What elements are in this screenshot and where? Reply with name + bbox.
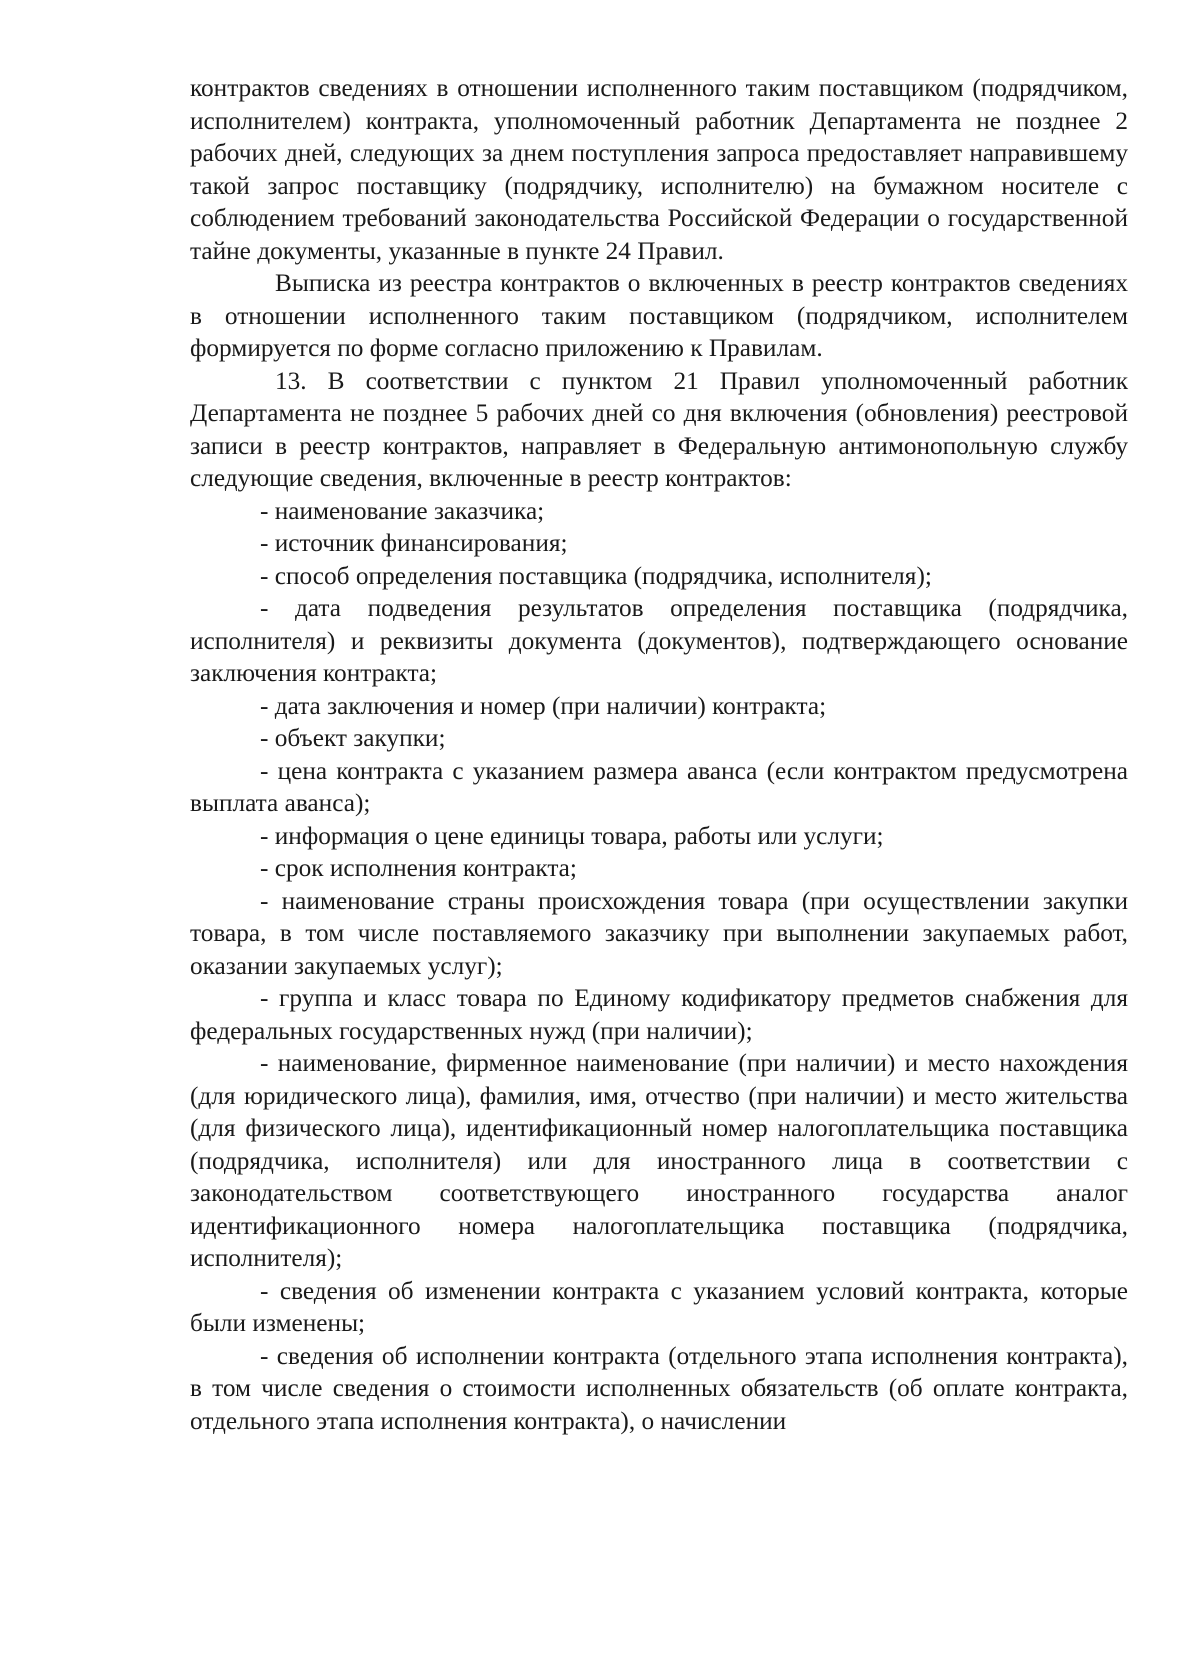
list-item: - дата подведения результатов определения поставщика (подрядчика, исполнителя) и реквизиты документа (документов), подтверждающего основание заключения контракта; <box>190 594 1128 687</box>
list-item: - группа и класс товара по Единому кодификатору предметов снабжения для федеральных государственных нужд (при наличии); <box>190 984 1128 1045</box>
list-item: - наименование страны происхождения товара (при осуществлении закупки товара, в том числе поставляемого заказчику при выполнении закупаемых работ, оказании закупаемых услуг); <box>190 886 1128 980</box>
paragraph-continuation: контрактов сведениях в отношении исполненного таким поставщиком (подрядчиком, исполнителем) контракта, уполномоченный работник Департамента не позднее 2 рабочих дней, следующих за днем поступления запроса предоставляет направившему такой запрос поставщику (подрядчику, исполнителю) на бумажном носителе с соблюдением требований законодательства Российской Федерации о государственной тайне документы, указанные в пункте 24 Правил. <box>190 74 1128 265</box>
list-item: - дата заключения и номер (при наличии) контракта; <box>260 691 827 720</box>
list-item: - сведения об исполнении контракта (отдельного этапа исполнения контракта), в том числе сведения о стоимости исполненных обязательств (об оплате контракта, отдельного этапа исполнения контракта), о начислении <box>190 1341 1128 1435</box>
list-item: - источник финансирования; <box>260 529 568 557</box>
list-item: - объект закупки; <box>260 724 446 752</box>
paragraph-item-13: 13. В соответствии с пунктом 21 Правил уполномоченный работник Департамента не позднее 5 рабочих дней со дня включения (обновления) реестровой записи в реестр контрактов, направляет в Федеральную антимонопольную службу следующие сведения, включенные в реестр контрактов: <box>190 366 1128 492</box>
list-item: - способ определения поставщика (подрядчика, исполнителя); <box>260 561 932 590</box>
list-item: - информация о цене единицы товара, работы или услуги; <box>260 821 884 850</box>
paragraph-extract: Выписка из реестра контрактов о включенных в реестр контрактов сведениях в отношении исполненного таким поставщиком (подрядчиком, исполнителем формируется по форме согласно приложению к Правилам. <box>190 269 1128 362</box>
list-item: - цена контракта с указанием размера аванса (если контрактом предусмотрена выплата аванса); <box>190 756 1128 817</box>
list-item: - срок исполнения контракта; <box>260 854 577 882</box>
list-item: - наименование, фирменное наименование (при наличии) и место нахождения (для юридического лица), фамилия, имя, отчество (при наличии) и место жительства (для физического лица), идентификационный номер налогоплательщика поставщика (подрядчика, исполнителя) или для иностранного лица в соответствии с законодательством соответствующего иностранного государства аналог идентификационного номера налогоплательщика поставщика (подрядчика, исполнителя); <box>190 1049 1128 1272</box>
list-item: - наименование заказчика; <box>260 496 545 525</box>
document-body <box>190 72 1128 1437</box>
list-item: - сведения об изменении контракта с указанием условий контракта, которые были изменены; <box>190 1276 1128 1337</box>
